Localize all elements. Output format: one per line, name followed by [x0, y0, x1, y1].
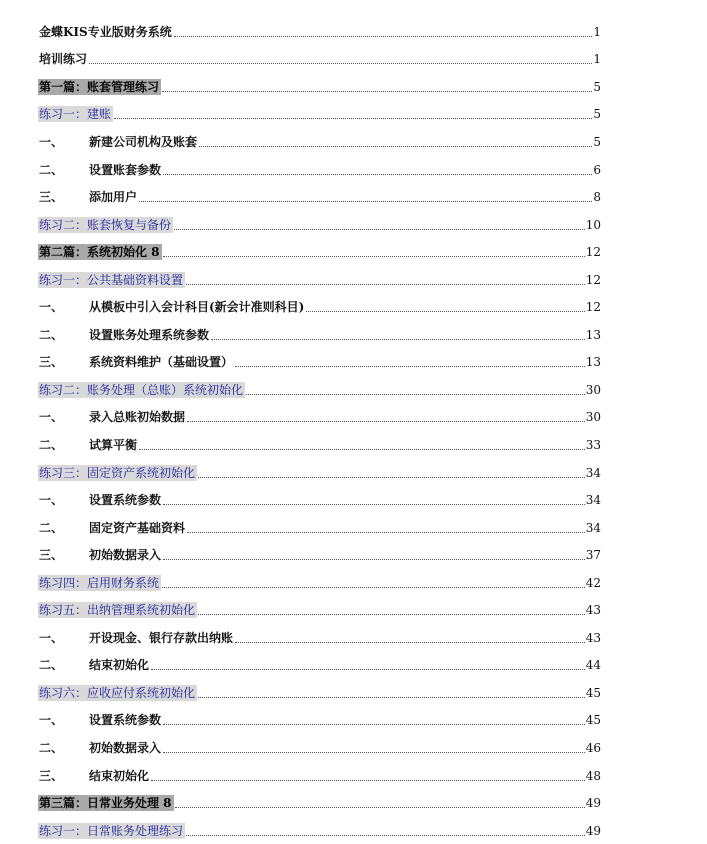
- toc-item-number: 一、: [39, 493, 64, 508]
- toc-page-number: 43: [585, 603, 601, 618]
- toc-entry-exercise[interactable]: [39, 211, 601, 239]
- toc-title: 练习四：启用财务系统: [39, 575, 160, 590]
- toc-item-label: 设置系统参数: [89, 713, 162, 728]
- dot-leader: [139, 192, 592, 202]
- toc-title: [39, 521, 186, 535]
- toc-page-number: 5: [593, 107, 601, 122]
- toc-page-number: 42: [585, 575, 601, 590]
- toc-page-number: 1: [593, 24, 601, 39]
- toc-entry-exercise[interactable]: [39, 376, 601, 404]
- toc-item-label: 设置账套参数: [89, 162, 162, 177]
- dot-leader: [163, 165, 592, 175]
- toc-title: [39, 410, 186, 424]
- toc-entry-item[interactable]: [39, 624, 601, 652]
- toc-page-number: 30: [585, 382, 601, 397]
- dot-leader: [235, 633, 585, 643]
- toc-entry-item[interactable]: [39, 541, 601, 569]
- toc-title: [39, 769, 150, 783]
- toc-item-number: 一、: [39, 713, 64, 728]
- toc-page-number: 49: [585, 796, 601, 811]
- toc-item-number: 二、: [39, 162, 64, 177]
- dot-leader: [89, 54, 592, 64]
- toc-item-number: 一、: [39, 300, 64, 315]
- toc-title: [39, 741, 162, 755]
- toc-title: [39, 548, 162, 562]
- toc-title: 第三篇：日常业务处理 8: [39, 796, 172, 811]
- toc-item-label: 结束初始化: [89, 658, 150, 673]
- dot-leader: [162, 82, 592, 92]
- toc-item-number: 二、: [39, 327, 64, 342]
- toc-page-number: 13: [585, 355, 601, 370]
- toc-entry-plain[interactable]: [39, 46, 601, 74]
- toc-item-number: 一、: [39, 410, 64, 425]
- toc-page-number: 13: [585, 327, 601, 342]
- toc-title: 第二篇：系统初始化 8: [39, 245, 160, 260]
- toc-entry-item[interactable]: [39, 349, 601, 377]
- toc-item-number: 二、: [39, 658, 64, 673]
- toc-entry-part[interactable]: [39, 73, 601, 101]
- toc-title: [39, 493, 162, 507]
- toc-page-number: 45: [585, 685, 601, 700]
- toc-page-number: 34: [585, 465, 601, 480]
- toc-title: 培训练习: [39, 52, 88, 67]
- dot-leader: [139, 440, 585, 450]
- toc-entry-item[interactable]: [39, 762, 601, 790]
- toc-item-label: 设置账务处理系统参数: [89, 327, 210, 342]
- dot-leader: [174, 27, 592, 37]
- toc-title: [39, 438, 138, 452]
- table-of-contents: [39, 18, 601, 844]
- toc-title: 练习三：固定资产系统初始化: [39, 465, 196, 480]
- dot-leader: [163, 715, 585, 725]
- toc-entry-item[interactable]: [39, 431, 601, 459]
- dot-leader: [151, 660, 585, 670]
- toc-item-number: 三、: [39, 355, 64, 370]
- toc-page-number: 44: [585, 658, 601, 673]
- toc-page-number: 12: [585, 245, 601, 260]
- toc-entry-exercise[interactable]: [39, 266, 601, 294]
- toc-page-number: 8: [593, 190, 601, 205]
- dot-leader: [211, 330, 585, 340]
- dot-leader: [187, 523, 585, 533]
- toc-page-number: 43: [585, 630, 601, 645]
- dot-leader: [163, 247, 585, 257]
- toc-page-number: 34: [585, 520, 601, 535]
- toc-title: [39, 190, 138, 204]
- toc-item-label: 初始数据录入: [89, 548, 162, 563]
- dot-leader: [199, 137, 592, 147]
- toc-item-number: 二、: [39, 740, 64, 755]
- toc-page-number: 12: [585, 272, 601, 287]
- dot-leader: [174, 220, 585, 230]
- toc-title: 练习六：应收应付系统初始化: [39, 685, 196, 700]
- toc-item-label: 添加用户: [89, 190, 138, 205]
- dot-leader: [306, 302, 584, 312]
- toc-entry-exercise[interactable]: [39, 679, 601, 707]
- dot-leader: [198, 468, 585, 478]
- toc-page-number: 37: [585, 548, 601, 563]
- toc-item-label: 录入总账初始数据: [89, 410, 186, 425]
- toc-title: [39, 163, 162, 177]
- toc-title: [39, 631, 234, 645]
- toc-page-number: 30: [585, 410, 601, 425]
- toc-page-number: 49: [585, 823, 601, 838]
- toc-entry-item[interactable]: [39, 293, 601, 321]
- toc-page-number: 5: [593, 134, 601, 149]
- toc-entry-item[interactable]: [39, 486, 601, 514]
- toc-title: 第一篇：账套管理练习: [39, 79, 160, 94]
- toc-entry-item[interactable]: [39, 321, 601, 349]
- toc-entry-item[interactable]: [39, 183, 601, 211]
- toc-entry-item[interactable]: [39, 128, 601, 156]
- toc-item-label: 从模板中引入会计科目(新会计准则科目): [89, 300, 305, 315]
- toc-title: [39, 135, 198, 149]
- toc-item-label: 结束初始化: [89, 768, 150, 783]
- toc-page-number: 48: [585, 768, 601, 783]
- toc-title: 练习一：日常账务处理练习: [39, 823, 184, 838]
- dot-leader: [235, 357, 585, 367]
- dot-leader: [151, 771, 585, 781]
- toc-title: 金蝶KIS专业版财务系统: [39, 24, 172, 39]
- toc-entry-part[interactable]: [39, 238, 601, 266]
- toc-item-number: 二、: [39, 437, 64, 452]
- toc-title: [39, 713, 162, 727]
- dot-leader: [163, 550, 585, 560]
- toc-entry-plain[interactable]: [39, 18, 601, 46]
- dot-leader: [163, 495, 585, 505]
- dot-leader: [175, 798, 585, 808]
- toc-entry-item[interactable]: [39, 707, 601, 735]
- toc-entry-part[interactable]: [39, 789, 601, 817]
- toc-item-number: 一、: [39, 630, 64, 645]
- toc-item-number: 三、: [39, 190, 64, 205]
- toc-entry-exercise[interactable]: [39, 459, 601, 487]
- toc-page-number: 10: [585, 217, 601, 232]
- toc-entry-item[interactable]: [39, 734, 601, 762]
- toc-page-number: 33: [585, 437, 601, 452]
- toc-title: 练习一：建账: [39, 107, 112, 122]
- toc-entry-exercise[interactable]: [39, 101, 601, 129]
- toc-item-number: 二、: [39, 520, 64, 535]
- toc-item-label: 新建公司机构及账套: [89, 134, 198, 149]
- toc-page-number: 46: [585, 740, 601, 755]
- toc-item-label: 开设现金、银行存款出纳账: [89, 630, 234, 645]
- toc-title: 练习二：账套恢复与备份: [39, 217, 172, 232]
- toc-entry-item[interactable]: [39, 156, 601, 184]
- toc-page-number: 6: [593, 162, 601, 177]
- dot-leader: [198, 688, 585, 698]
- toc-title: [39, 355, 234, 369]
- toc-page-number: 45: [585, 713, 601, 728]
- toc-item-number: 三、: [39, 548, 64, 563]
- toc-item-label: 固定资产基础资料: [89, 520, 186, 535]
- toc-title: [39, 658, 150, 672]
- toc-item-label: 设置系统参数: [89, 493, 162, 508]
- toc-item-number: 一、: [39, 134, 64, 149]
- toc-entry-item[interactable]: [39, 514, 601, 542]
- toc-page-number: 34: [585, 493, 601, 508]
- dot-leader: [246, 385, 585, 395]
- toc-entry-item[interactable]: [39, 652, 601, 680]
- toc-entry-exercise[interactable]: [39, 817, 601, 844]
- toc-title: [39, 328, 210, 342]
- toc-entry-exercise[interactable]: [39, 569, 601, 597]
- dot-leader: [163, 743, 585, 753]
- toc-page-number: 5: [593, 79, 601, 94]
- toc-title: 练习五：出纳管理系统初始化: [39, 603, 196, 618]
- dot-leader: [162, 578, 585, 588]
- toc-title: 练习二：账务处理（总账）系统初始化: [39, 382, 244, 397]
- dot-leader: [186, 275, 585, 285]
- toc-page-number: 12: [585, 300, 601, 315]
- dot-leader: [198, 605, 585, 615]
- toc-entry-item[interactable]: [39, 404, 601, 432]
- toc-item-number: 三、: [39, 768, 64, 783]
- toc-title: [39, 300, 305, 314]
- toc-page-number: 1: [593, 52, 601, 67]
- toc-title: 练习一：公共基础资料设置: [39, 272, 184, 287]
- toc-entry-exercise[interactable]: [39, 596, 601, 624]
- toc-item-label: 初始数据录入: [89, 740, 162, 755]
- toc-item-label: 试算平衡: [89, 437, 138, 452]
- dot-leader: [114, 109, 592, 119]
- toc-item-label: 系统资料维护（基础设置）: [89, 355, 234, 370]
- dot-leader: [187, 412, 585, 422]
- dot-leader: [186, 826, 585, 836]
